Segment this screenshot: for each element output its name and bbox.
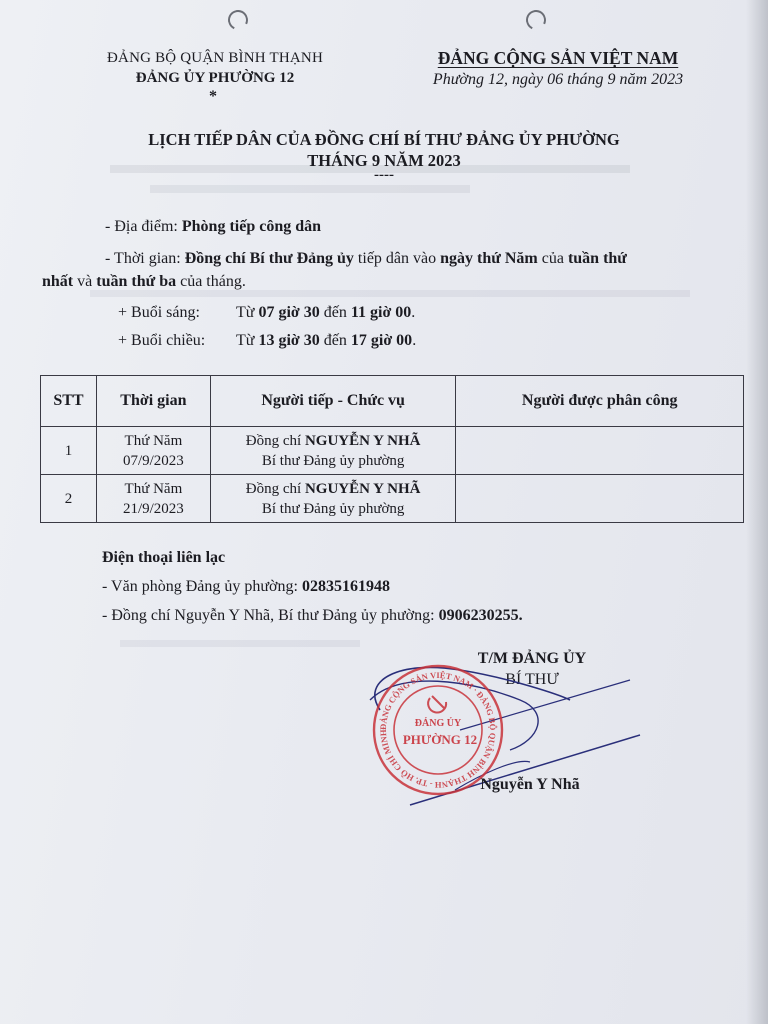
office-phone-number: 02835161948 <box>301 578 390 595</box>
row-date: 21/9/2023 <box>122 500 184 517</box>
table-header-row <box>41 376 744 427</box>
secretary-phone-number: 0906230255. <box>438 607 523 624</box>
table-row <box>41 427 744 475</box>
column-header-time: Thời gian <box>96 376 210 427</box>
document-title: LỊCH TIẾP DÂN CỦA ĐỒNG CHÍ BÍ THƯ ĐẢNG ỦY PHƯỜNG <box>148 130 620 149</box>
receiver-name-line <box>211 431 456 451</box>
column-header-receiver: Người tiếp - Chức vụ <box>210 376 456 427</box>
receiver-role: Bí thư Đảng ủy phường <box>261 452 405 469</box>
afternoon-label: + Buổi chiều: <box>118 332 206 349</box>
secretary-phone-label: - Đồng chí Nguyễn Y Nhã, Bí thư Đảng ủy phường: <box>102 607 439 624</box>
punch-hole-right <box>523 7 549 33</box>
row-weekday: Thứ Năm <box>124 432 183 449</box>
location-value: Phòng tiếp công dân <box>181 218 322 235</box>
time-week-first: nhất <box>42 273 74 290</box>
show-through-shadow <box>90 290 690 297</box>
header-star: * <box>209 88 217 105</box>
on-behalf-label: T/M ĐẢNG ỦY <box>477 650 587 667</box>
time-line-2 <box>42 273 246 291</box>
time-week: tuần thứ <box>567 250 627 267</box>
morning-label: + Buổi sáng: <box>118 304 200 321</box>
party-title: ĐẢNG CỘNG SẢN VIỆT NAM <box>437 48 679 68</box>
time-text: tiếp dân vào <box>353 250 441 267</box>
hours-text: đến <box>319 304 351 321</box>
seal-ring-text: ĐẢNG CỘNG SẢN VIỆT NAM · ĐẢNG BỘ QUẬN BÌNH THẠNH - TP. HỒ CHÍ MINH <box>377 669 499 791</box>
show-through-shadow <box>120 640 360 647</box>
row-date: 07/9/2023 <box>122 452 184 469</box>
time-line-1 <box>105 250 627 268</box>
time-who: Đồng chí Bí thư Đảng ủy <box>184 250 354 267</box>
location-line <box>105 218 321 236</box>
receiver-title: Đồng chí <box>245 480 305 497</box>
document-subtitle: THÁNG 9 NĂM 2023 <box>307 151 461 170</box>
row-weekday: Thứ Năm <box>124 480 183 497</box>
time-text: của <box>537 250 568 267</box>
column-header-stt: STT <box>41 376 97 427</box>
show-through-shadow <box>150 185 470 193</box>
seal-center-line2: PHƯỜNG 12 <box>402 732 478 747</box>
morning-start: 07 giờ 30 <box>258 304 320 321</box>
receiver-name: NGUYỄN Y NHÃ <box>304 480 421 497</box>
punch-hole-left <box>225 7 251 33</box>
morning-hours <box>236 304 415 322</box>
seal-center-line1: ĐẢNG ỦY <box>414 718 462 729</box>
schedule-table <box>40 375 744 523</box>
time-text: và <box>73 273 97 290</box>
office-phone-line <box>102 578 390 596</box>
table-row <box>41 475 744 523</box>
receiver-name: NGUYỄN Y NHÃ <box>304 432 421 449</box>
hours-text: Từ <box>236 304 259 321</box>
contact-heading: Điện thoại liên lạc <box>102 549 226 566</box>
ward-committee-name: ĐẢNG ỦY PHƯỜNG 12 <box>135 70 295 86</box>
row-number: 2 <box>41 475 97 523</box>
party-committee-name: ĐẢNG BỘ QUẬN BÌNH THẠNH <box>107 50 323 66</box>
signer-position: BÍ THƯ <box>505 671 559 688</box>
row-assignee <box>456 427 744 475</box>
receiver-name-line <box>211 479 456 499</box>
hours-text: . <box>411 304 416 321</box>
date-line: Phường 12, ngày 06 tháng 9 năm 2023 <box>432 71 684 88</box>
receiver-role: Bí thư Đảng ủy phường <box>261 500 405 517</box>
hours-text: Từ <box>236 332 259 349</box>
hours-text: đến <box>319 332 351 349</box>
time-week-third: tuần thứ ba <box>96 273 177 290</box>
row-receiver <box>210 475 456 523</box>
secretary-phone-line <box>102 607 523 625</box>
afternoon-start: 13 giờ 30 <box>258 332 320 349</box>
row-time <box>96 427 210 475</box>
location-label: - Địa điểm: <box>105 218 182 235</box>
row-time <box>96 475 210 523</box>
row-receiver <box>210 427 456 475</box>
hours-text: . <box>412 332 417 349</box>
time-text: của tháng. <box>176 273 246 290</box>
row-assignee <box>456 475 744 523</box>
receiver-title: Đồng chí <box>245 432 305 449</box>
column-header-assignee: Người được phân công <box>456 376 744 427</box>
hammer-sickle-icon <box>428 696 446 712</box>
title-separator: ---- <box>374 167 394 183</box>
afternoon-end: 17 giờ 00 <box>350 332 413 349</box>
signer-name: Nguyễn Y Nhã <box>480 776 580 793</box>
time-weekday: ngày thứ Năm <box>440 250 538 267</box>
office-phone-label: - Văn phòng Đảng ủy phường: <box>102 578 302 595</box>
page-edge-shadow <box>746 0 768 1024</box>
afternoon-hours <box>236 332 416 350</box>
row-number: 1 <box>41 427 97 475</box>
time-label: - Thời gian: <box>105 250 185 267</box>
morning-end: 11 giờ 00 <box>350 304 412 321</box>
